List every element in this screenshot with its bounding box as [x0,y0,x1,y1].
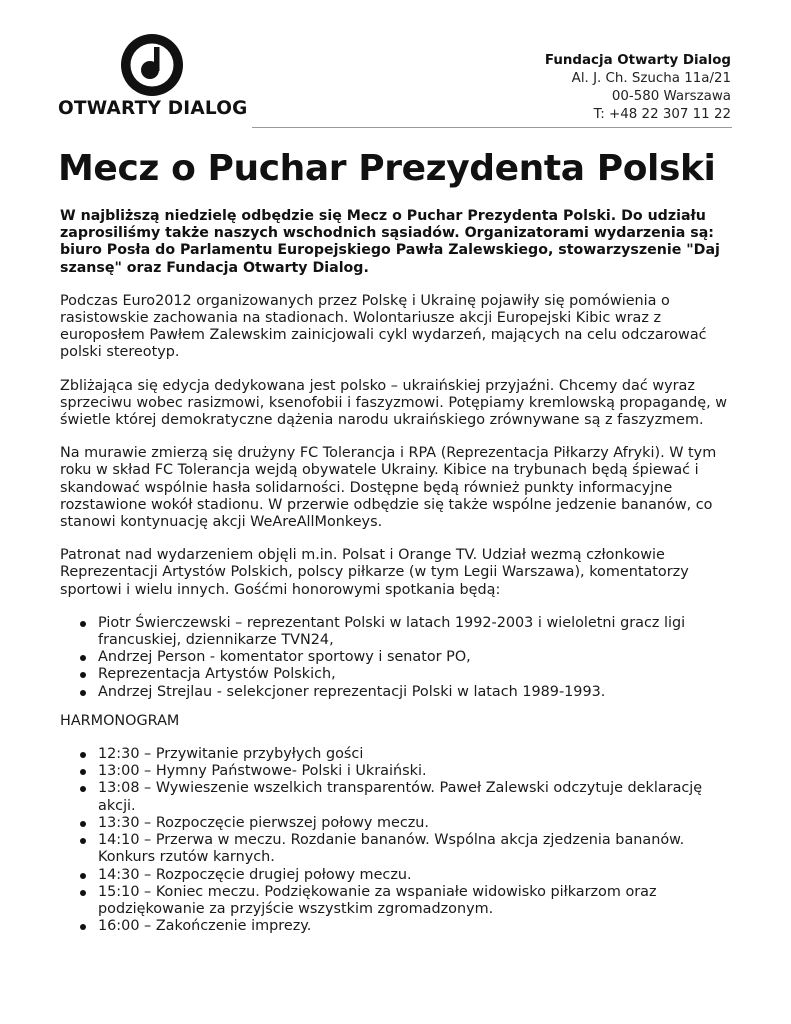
page-title: Mecz o Puchar Prezydenta Polski [58,148,716,189]
list-item: Andrzej Person - komentator sportowy i senator PO, [98,649,740,666]
schedule-item: 15:10 – Koniec meczu. Podziękowanie za wspaniałe widowisko piłkarzom oraz podziękowanie za przyjście wszystkim zgromadzonym. [98,884,740,918]
schedule-item: 14:30 – Rozpoczęcie drugiej połowy meczu. [98,867,740,884]
organization-address-block [545,52,731,124]
guests-list [60,615,740,701]
schedule-item: 12:30 – Przywitanie przybyłych gości [98,746,740,763]
list-item: Andrzej Strejlau - selekcjoner reprezentacji Polski w latach 1989-1993. [98,684,740,701]
schedule-item: 13:08 – Wywieszenie wszelkich transparentów. Paweł Zalewski odczytuje deklarację akcji. [98,780,740,814]
lead-paragraph: W najbliższą niedzielę odbędzie się Mecz o Puchar Prezydenta Polski. Do udziału zaprosiliśmy także naszych wschodnich sąsiadów. Organizatorami wydarzenia są: biuro Posła do Parlamentu Europejskiego Pawła Zalewskiego, stowarzyszenie "Daj szansę" oraz Fundacja Otwarty Dialog. [60,208,720,276]
logo-text: OTWARTY DIALOG [58,98,248,119]
schedule-item: 14:10 – Przerwa w meczu. Rozdanie bananów. Wspólna akcja zjedzenia bananów. Konkurs rzutów karnych. [98,832,740,866]
paragraph: Patronat nad wydarzeniem objęli m.in. Polsat i Orange TV. Udział wezmą członkowie Reprezentacji Artystów Polskich, polscy piłkarze (w tym Legii Warszawa), komentatorzy sportowi i wielu innych. Gośćmi honorowymi spotkania będą: [60,547,689,598]
schedule-item: 13:30 – Rozpoczęcie pierwszej połowy meczu. [98,815,740,832]
paragraph: Na murawie zmierzą się drużyny FC Tolerancja i RPA (Reprezentacja Piłkarzy Afryki). W tym roku w skład FC Tolerancja wejdą obywatele Ukrainy. Kibice na trybunach będą śpiewać i skandować wspólnie hasła solidarności. Dostępne będą również punkty informacyjne rozstawione wokół stadionu. W przerwie odbędzie się także wspólne jedzenie bananów, co stanowi kontynuację akcji WeAreAllMonkeys. [60,445,717,531]
address-street: Al. J. Ch. Szucha 11a/21 [571,71,731,86]
schedule-heading: HARMONOGRAM [60,712,180,729]
paragraph: Zbliżająca się edycja dedykowana jest polsko – ukraińskiej przyjaźni. Chcemy dać wyraz sprzeciwu wobec rasizmowi, ksenofobii i faszyzmowi. Potępiamy kremlowską propagandę, w świetle której demokratyczne dążenia narodu ukraińskiego zrównywane są z faszyzmem. [60,377,728,429]
article-body [60,208,740,947]
phone-number: T: +48 22 307 11 22 [593,107,731,122]
header-divider [252,127,732,128]
logo [58,34,248,124]
schedule-item: 16:00 – Zakończenie imprezy. [98,918,740,935]
list-item: Piotr Świerczewski – reprezentant Polski w latach 1992-2003 i wieloletni gracz ligi francuskiej, dziennikarze TVN24, [98,615,740,649]
list-item: Reprezentacja Artystów Polskich, [98,666,740,683]
organization-name: Fundacja Otwarty Dialog [544,53,731,68]
address-city: 00-580 Warszawa [611,89,731,104]
schedule-item: 13:00 – Hymny Państwowe- Polski i Ukraiński. [98,763,740,780]
otwarty-dialog-logo-icon [121,34,183,96]
schedule-list [60,746,740,935]
paragraph: Podczas Euro2012 organizowanych przez Polskę i Ukrainę pojawiły się pomówienia o rasistowskie zachowania na stadionach. Wolontariusze akcji Europejski Kibic wraz z europosłem Pawłem Zalewskim zainicjowali cykl wydarzeń, mających na celu odczarować polski stereotyp. [60,292,707,361]
